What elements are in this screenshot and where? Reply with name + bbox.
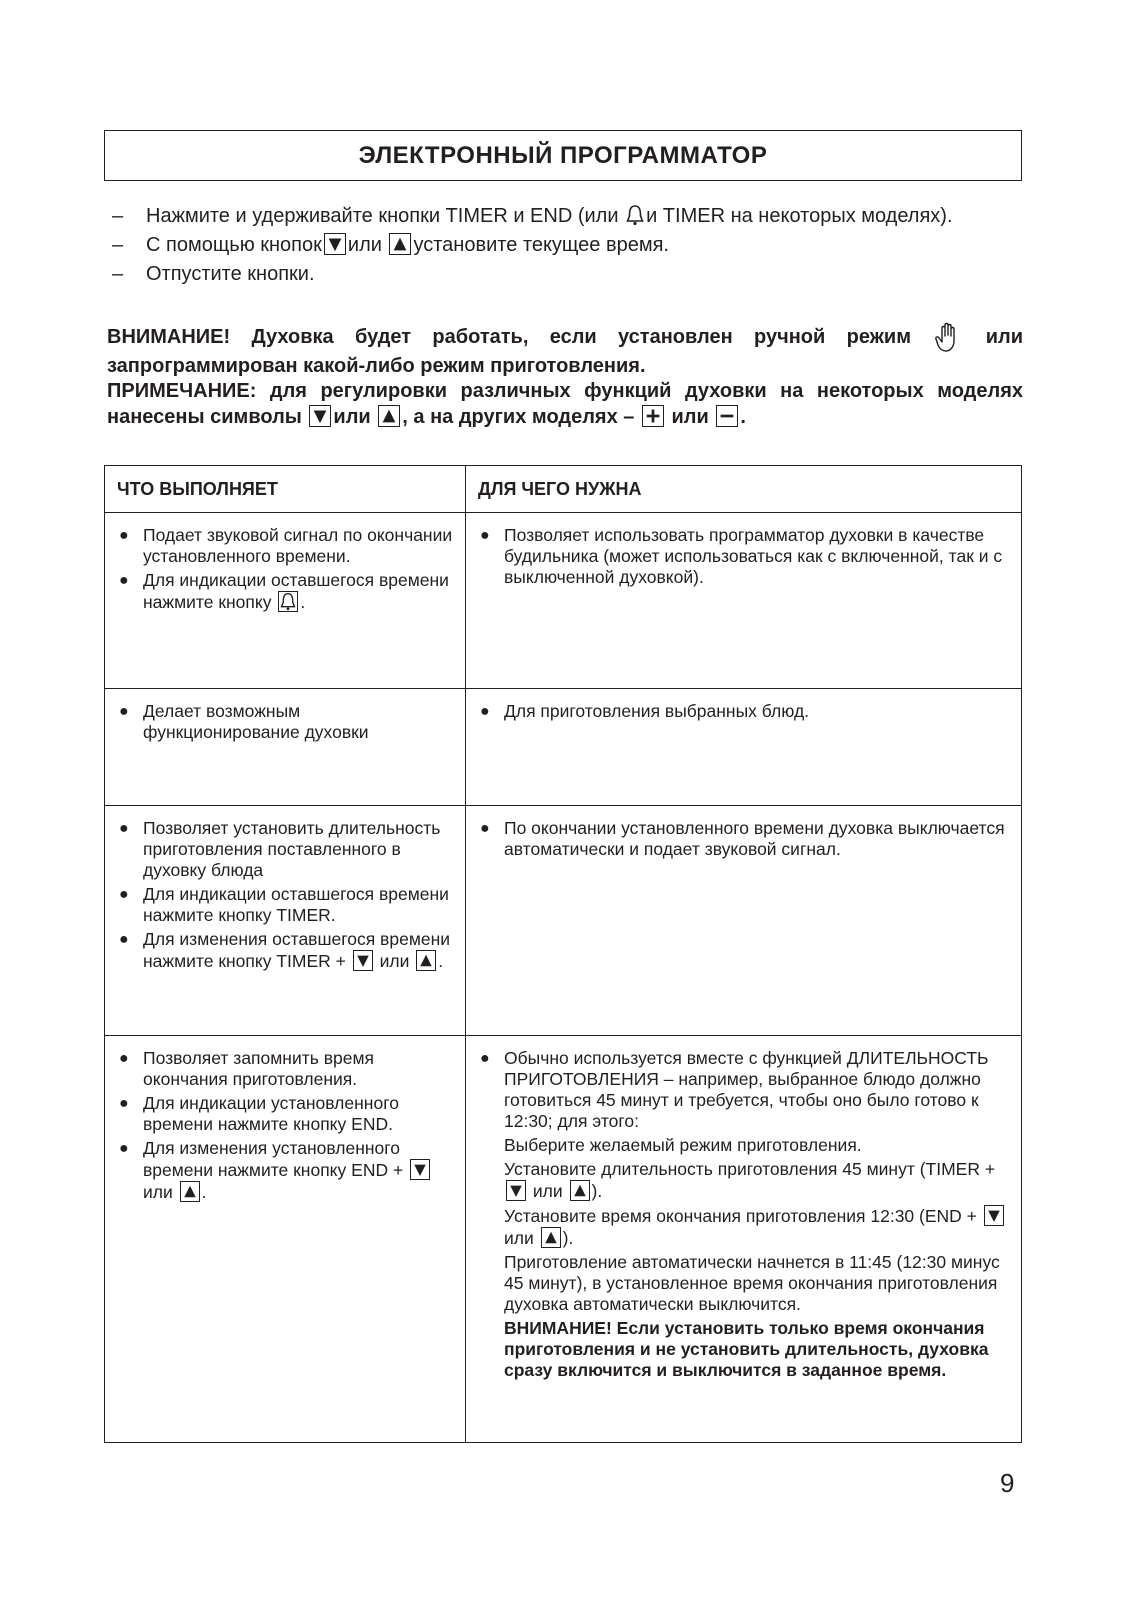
table-row — [105, 806, 1022, 1036]
list-item: ● Для изменения установленного времени нажмите кнопку END + или . — [119, 1138, 455, 1203]
step-1-text-a: Нажмите и удерживайте кнопки TIMER и END (или — [146, 205, 619, 227]
intro-steps — [112, 203, 1024, 290]
bullet-icon: ● — [480, 703, 490, 720]
list-item: ● Подает звуковой сигнал по окончании установленного времени. — [119, 525, 453, 566]
step-2 — [112, 232, 1024, 258]
dash: – — [112, 234, 124, 256]
step-3-text: Отпустите кнопки. — [146, 263, 315, 285]
bullet-icon: ● — [119, 820, 129, 837]
list-item: ● Для индикации установленного времени нажмите кнопку END. — [119, 1093, 399, 1134]
up-arrow-icon — [378, 405, 400, 427]
list-item: ● Для изменения оставшегося времени нажмите кнопку TIMER + или . — [119, 929, 451, 971]
table-header-row — [105, 466, 1022, 513]
instruction-text: Установите время окончания приготовления 12:30 (END + или ). — [504, 1205, 1011, 1249]
minus-icon — [716, 405, 738, 427]
table-row — [105, 513, 1022, 689]
plus-icon — [642, 405, 664, 427]
hand-icon — [934, 321, 962, 353]
bullet-icon: ● — [119, 931, 129, 948]
table-row — [105, 1036, 1022, 1443]
warning-text: ВНИМАНИЕ! Если установить только время окончания приготовления и не установить длительность, духовка сразу включится и выключится в заданное время. — [504, 1318, 989, 1380]
bullet-icon: ● — [119, 1140, 129, 1157]
bullet-icon: ● — [119, 1050, 129, 1067]
bullet-icon: ● — [119, 703, 129, 720]
step-1 — [112, 203, 1024, 229]
dash: – — [112, 263, 124, 285]
bullet-icon: ● — [119, 572, 129, 589]
note-text-b: или — [333, 406, 371, 428]
bullet-icon: ● — [480, 820, 490, 837]
down-arrow-icon — [984, 1205, 1004, 1226]
dash: – — [112, 205, 124, 227]
header-what: ЧТО ВЫПОЛНЯЕТ — [105, 466, 466, 513]
list-item: ● Для приготовления выбранных блюд. — [480, 701, 810, 721]
page-title: ЭЛЕКТРОННЫЙ ПРОГРАММАТОР — [104, 130, 1022, 181]
up-arrow-icon — [389, 233, 411, 255]
bell-icon — [625, 204, 645, 226]
warning-text-b: или запрограммирован какой-либо режим приготовления. — [107, 326, 1023, 377]
list-item: ● Обычно используется вместе с функцией ДЛИТЕЛЬНОСТЬ ПРИГОТОВЛЕНИЯ – например, выбранное блюдо должно готовиться 45 минут и требуется, чтобы оно было готово к 12:30; для этого: — [480, 1048, 989, 1131]
down-arrow-icon — [309, 405, 331, 427]
warning-text-a: ВНИМАНИЕ! Духовка будет работать, если установлен ручной режим — [107, 326, 912, 348]
step-2-text-a: С помощью кнопок — [146, 234, 322, 256]
bullet-icon: ● — [119, 1095, 129, 1112]
bullet-icon: ● — [119, 527, 129, 544]
note-text-e: . — [740, 406, 746, 428]
step-3 — [112, 261, 1024, 287]
step-2-text-b: или — [347, 234, 382, 256]
down-arrow-icon — [353, 950, 373, 971]
header-why: ДЛЯ ЧЕГО НУЖНА — [466, 466, 1022, 513]
list-item: ● По окончании установленного времени духовка выключается автоматически и подает звуковой сигнал. — [480, 818, 1005, 859]
step-1-text-b: и TIMER на некоторых моделях). — [646, 205, 953, 227]
bullet-icon: ● — [480, 1050, 490, 1067]
down-arrow-icon — [324, 233, 346, 255]
functions-table — [104, 465, 1022, 1443]
step-2-text-c: установите текущее время. — [413, 234, 669, 256]
note-paragraph — [107, 378, 1023, 430]
note-text-a: ПРИМЕЧАНИЕ: для регулировки различных функций духовки на некоторых моделях нанесены символы — [107, 380, 1023, 428]
instruction-text: Установите длительность приготовления 45 минут (TIMER + или ). — [504, 1159, 996, 1201]
list-item: ● Делает возможным функционирование духовки — [119, 701, 369, 742]
instruction-text: Выберите желаемый режим приготовления. — [504, 1135, 862, 1155]
note-text-d: или — [671, 406, 709, 428]
down-arrow-icon — [506, 1180, 526, 1201]
up-arrow-icon — [541, 1227, 561, 1248]
list-item: ● Позволяет запомнить время окончания приготовления. — [119, 1048, 375, 1089]
list-item: ● Позволяет установить длительность приготовления поставленного в духовку блюда — [119, 818, 441, 880]
table-row — [105, 689, 1022, 806]
warning-paragraph — [107, 321, 1023, 379]
up-arrow-icon — [180, 1181, 200, 1202]
down-arrow-icon — [410, 1159, 430, 1180]
bullet-icon: ● — [119, 886, 129, 903]
up-arrow-icon — [570, 1180, 590, 1201]
instruction-text: Приготовление автоматически начнется в 11:45 (12:30 минус 45 минут), в установленное время окончания приготовления духовка автоматически выключится. — [504, 1252, 1000, 1314]
note-text-c: , а на других моделях – — [402, 406, 635, 428]
list-item: ● Для индикации оставшегося времени нажмите кнопку TIMER. — [119, 884, 449, 925]
list-item: ● Позволяет использовать программатор духовки в качестве будильника (может использоваться как с включенной, так и с выключенной духовкой). — [480, 525, 1003, 587]
list-item: ● Для индикации оставшегося времени нажмите кнопку . — [119, 570, 449, 612]
bullet-icon: ● — [480, 527, 490, 544]
bell-icon — [278, 591, 298, 612]
page-number: 9 — [1000, 1468, 1015, 1498]
up-arrow-icon — [416, 950, 436, 971]
